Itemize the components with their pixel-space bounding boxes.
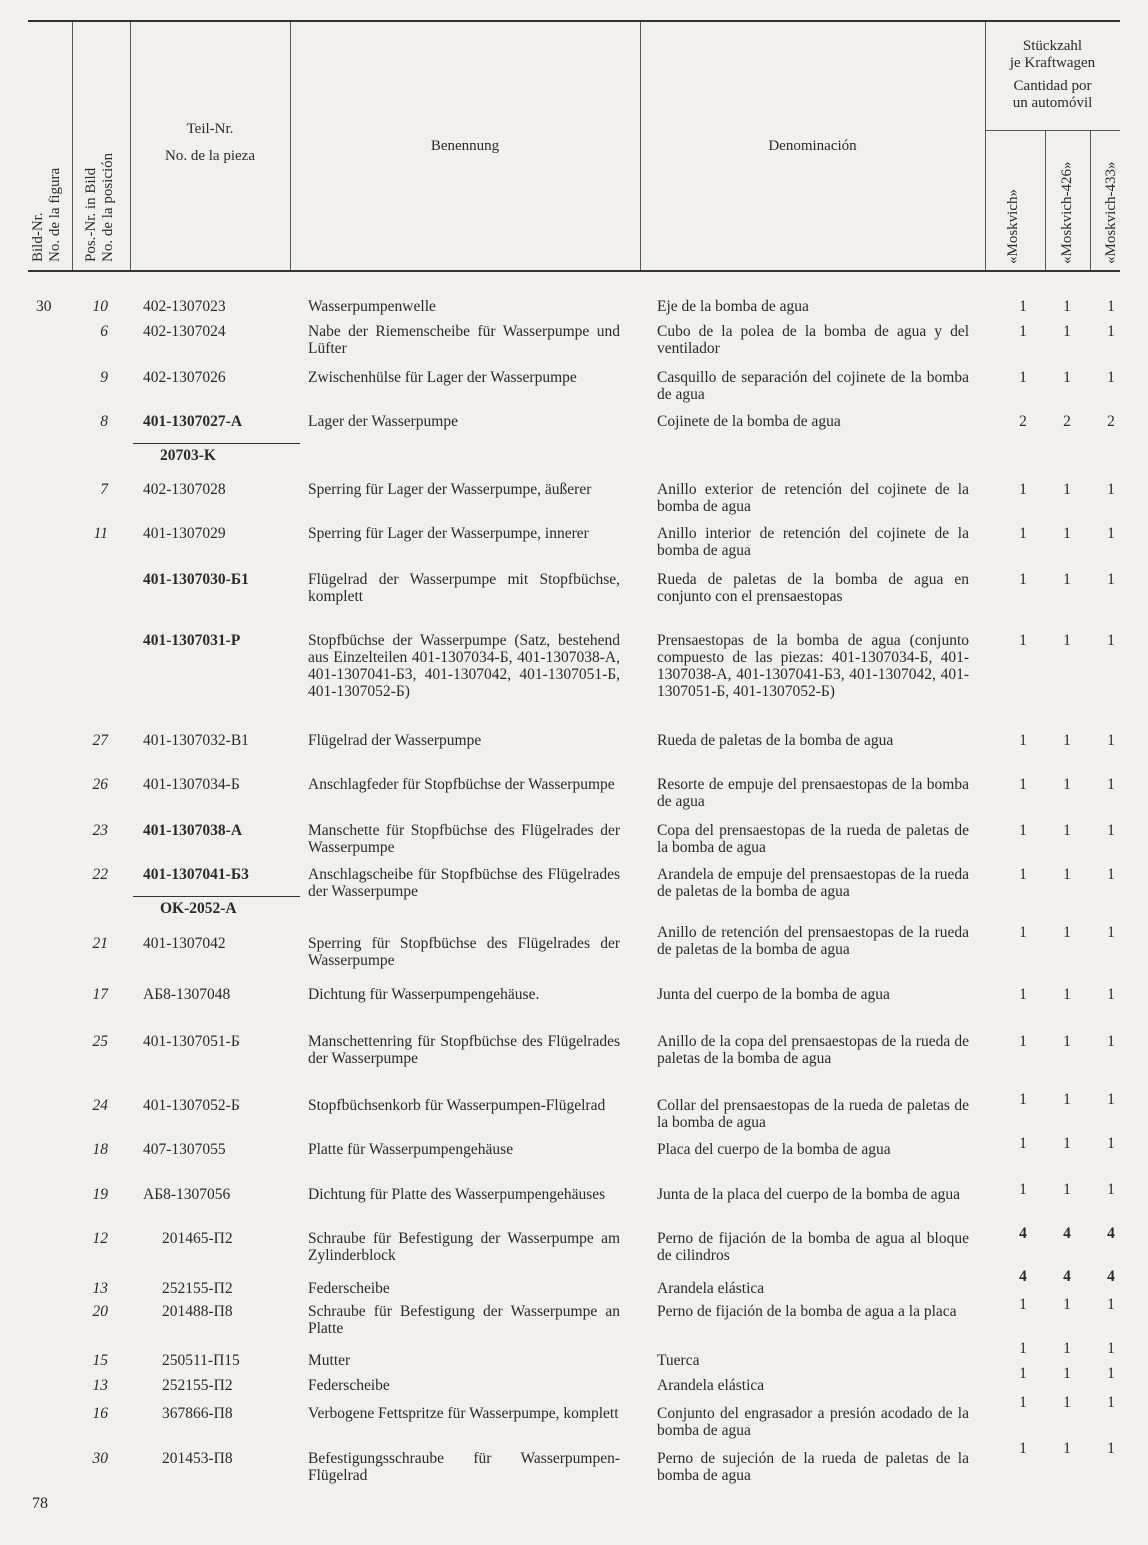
model-header-moskvich-426: «Moskvich-426»: [1059, 161, 1075, 264]
spanish-description: Tuerca: [657, 1352, 700, 1369]
position-number: 21: [92, 935, 108, 952]
quantity-moskvich-433: 1: [1107, 1091, 1115, 1108]
position-number: 22: [92, 866, 108, 883]
quantity-moskvich: 1: [1019, 1365, 1027, 1382]
quantity-moskvich-426: 1: [1063, 924, 1071, 941]
position-number: 11: [93, 525, 108, 542]
quantity-moskvich-426: 1: [1063, 1135, 1071, 1152]
position-number: 26: [92, 776, 108, 793]
part-number: 402-1307023: [143, 298, 226, 315]
part-number: 252155-П2: [162, 1377, 233, 1394]
part-number: 407-1307055: [143, 1141, 226, 1158]
german-description: Flügelrad der Wasserpumpe: [308, 732, 482, 749]
quantity-moskvich-426: 1: [1063, 1033, 1071, 1050]
quantity-moskvich: 1: [1019, 1394, 1027, 1411]
german-description: Platte für Wasserpumpengehäuse: [308, 1141, 514, 1158]
part-number: 402-1307026: [143, 369, 226, 386]
quantity-moskvich: 4: [1019, 1225, 1027, 1242]
quantity-moskvich: 1: [1019, 924, 1027, 941]
spanish-description: Cubo de la polea de la bomba de agua y del ventilador: [657, 323, 969, 357]
position-number: 19: [92, 1186, 108, 1203]
header-text: No. de la posición: [100, 152, 116, 262]
spanish-description: Copa del prensaestopas de la rueda de paletas de la bomba de agua: [657, 822, 969, 856]
quantity-moskvich-426: 1: [1063, 732, 1071, 749]
page-number: 78: [32, 1495, 48, 1512]
header-text: No. de la pieza: [165, 148, 255, 164]
quantity-moskvich: 1: [1019, 1033, 1027, 1050]
german-description: Sperring für Stopfbüchse des Flügelrades der Wasserpumpe: [308, 935, 620, 969]
sub-part-number: OK-2052-A: [133, 896, 300, 918]
position-number: 10: [92, 298, 108, 315]
part-number: 401-1307032-B1: [143, 732, 249, 749]
quantity-moskvich-433: 1: [1107, 866, 1115, 883]
part-number: 402-1307024: [143, 323, 226, 340]
quantity-moskvich: 1: [1019, 1091, 1027, 1108]
quantity-moskvich-426: 1: [1063, 1340, 1071, 1357]
quantity-moskvich: 1: [1019, 776, 1027, 793]
german-description: Manschettenring für Stopfbüchse des Flügelrades der Wasserpumpe: [308, 1033, 620, 1067]
part-number: 401-1307052-Б: [143, 1097, 240, 1114]
german-description: Zwischenhülse für Lager der Wasserpumpe: [308, 369, 577, 386]
header-text: Pos.-Nr. in Bild: [83, 167, 99, 262]
quantity-moskvich-433: 1: [1107, 822, 1115, 839]
quantity-moskvich: 1: [1019, 298, 1027, 315]
quantity-moskvich-433: 1: [1107, 481, 1115, 498]
part-number: 401-1307042: [143, 935, 226, 952]
quantity-moskvich-426: 1: [1063, 1365, 1071, 1382]
quantity-moskvich-426: 1: [1063, 986, 1071, 1003]
quantity-moskvich-433: 1: [1107, 1296, 1115, 1313]
spanish-description: Anillo interior de retención del cojinete de la bomba de agua: [657, 525, 969, 559]
quantity-moskvich-426: 1: [1063, 822, 1071, 839]
spanish-description: Perno de sujeción de la rueda de paletas de la bomba de agua: [657, 1450, 969, 1484]
quantity-moskvich: 1: [1019, 732, 1027, 749]
spanish-description: Arandela elástica: [657, 1377, 765, 1394]
position-number: 27: [92, 732, 108, 749]
header-text: Cantidad por: [1013, 78, 1092, 94]
german-description: Sperring für Lager der Wasserpumpe, äußerer: [308, 481, 592, 498]
quantity-moskvich-433: 1: [1107, 525, 1115, 542]
quantity-moskvich-433: 1: [1107, 1340, 1115, 1357]
quantity-moskvich-426: 1: [1063, 1181, 1071, 1198]
quantity-moskvich: 1: [1019, 986, 1027, 1003]
german-description: Stopfbüchse der Wasserpumpe (Satz, bestehend aus Einzelteilen 401-1307034-Б, 401-1307038-A, 401-1307041-Б3, 401-1307042, 401-1307051-Б, 401-1307052-Б): [308, 632, 620, 700]
quantity-moskvich-426: 1: [1063, 1091, 1071, 1108]
part-number: 252155-П2: [162, 1280, 233, 1297]
part-number: 402-1307028: [143, 481, 226, 498]
position-number: 23: [92, 822, 108, 839]
german-description: Verbogene Fettspritze für Wasserpumpe, komplett: [308, 1405, 619, 1422]
position-number: 7: [100, 481, 108, 498]
spanish-description: Anillo de la copa del prensaestopas de la rueda de paletas de la bomba de agua: [657, 1033, 969, 1067]
header-text: Bild-Nr.: [30, 212, 46, 262]
german-description: Federscheibe: [308, 1377, 390, 1394]
quantity-moskvich-433: 1: [1107, 323, 1115, 340]
quantity-moskvich-426: 1: [1063, 1296, 1071, 1313]
quantity-moskvich-433: 1: [1107, 369, 1115, 386]
spanish-description: Resorte de empuje del prensaestopas de la bomba de agua: [657, 776, 969, 810]
header-text: No. de la figura: [47, 167, 63, 262]
quantity-moskvich-433: 1: [1107, 298, 1115, 315]
quantity-moskvich: 1: [1019, 822, 1027, 839]
spanish-description: Prensaestopas de la bomba de agua (conjunto compuesto de las piezas: 401-1307034-Б, 401-1307038-A, 401-1307041-Б3, 401-1307042, 401-1307051-Б, 401-1307052-Б): [657, 632, 969, 700]
spanish-description: Junta del cuerpo de la bomba de agua: [657, 986, 890, 1003]
header-text: Stückzahl: [1022, 38, 1083, 54]
quantity-moskvich-426: 1: [1063, 525, 1071, 542]
spanish-description: Perno de fijación de la bomba de agua al bloque de cilindros: [657, 1230, 969, 1264]
part-number: 201453-П8: [162, 1450, 233, 1467]
german-description: Anschlagscheibe für Stopfbüchse des Flügelrades der Wasserpumpe: [308, 866, 620, 900]
part-number: 401-1307029: [143, 525, 226, 542]
quantity-moskvich-426: 2: [1063, 413, 1071, 430]
german-description: Sperring für Lager der Wasserpumpe, innerer: [308, 525, 589, 542]
quantity-moskvich-426: 1: [1063, 323, 1071, 340]
quantity-moskvich-426: 1: [1063, 866, 1071, 883]
quantity-moskvich: 1: [1019, 1440, 1027, 1457]
german-description: Befestigungsschraube für Wasserpumpen-Flügelrad: [308, 1450, 620, 1484]
german-description: Wasserpumpenwelle: [308, 298, 436, 315]
spanish-description: Collar del prensaestopas de la rueda de paletas de la bomba de agua: [657, 1097, 969, 1131]
quantity-moskvich: 1: [1019, 1296, 1027, 1313]
spanish-description: Perno de fijación de la bomba de agua a la placa: [657, 1303, 957, 1320]
part-number: 401-1307038-A: [143, 822, 243, 839]
header-text: Teil-Nr.: [186, 121, 234, 137]
german-description: Federscheibe: [308, 1280, 390, 1297]
figure-number: 30: [36, 298, 52, 315]
quantity-moskvich-426: 4: [1063, 1268, 1071, 1285]
spanish-description: Rueda de paletas de la bomba de agua en conjunto con el prensaestopas: [657, 571, 969, 605]
quantity-moskvich-426: 1: [1063, 481, 1071, 498]
quantity-moskvich: 2: [1019, 413, 1027, 430]
spanish-description: Casquillo de separación del cojinete de la bomba de agua: [657, 369, 969, 403]
spanish-description: Cojinete de la bomba de agua: [657, 413, 841, 430]
quantity-moskvich: 1: [1019, 525, 1027, 542]
german-name-header: Benennung: [430, 138, 500, 154]
quantity-moskvich-433: 1: [1107, 1135, 1115, 1152]
part-number: 401-1307034-Б: [143, 776, 240, 793]
part-number: 250511-П15: [162, 1352, 240, 1369]
position-number: 9: [100, 369, 108, 386]
quantity-moskvich-426: 1: [1063, 776, 1071, 793]
part-number: 401-1307051-Б: [143, 1033, 240, 1050]
german-description: Dichtung für Platte des Wasserpumpengehäuses: [308, 1186, 606, 1203]
quantity-moskvich: 1: [1019, 323, 1027, 340]
spanish-description: Arandela de empuje del prensaestopas de la rueda de paletas de la bomba de agua: [657, 866, 969, 900]
quantity-moskvich: 1: [1019, 632, 1027, 649]
quantity-moskvich: 1: [1019, 866, 1027, 883]
position-number: 17: [92, 986, 108, 1003]
spanish-description: Conjunto del engrasador a presión acodado de la bomba de agua: [657, 1405, 969, 1439]
position-number: 13: [92, 1280, 108, 1297]
german-description: Dichtung für Wasserpumpengehäuse.: [308, 986, 540, 1003]
quantity-moskvich-426: 1: [1063, 571, 1071, 588]
quantity-moskvich-433: 1: [1107, 732, 1115, 749]
quantity-moskvich-426: 1: [1063, 632, 1071, 649]
quantity-moskvich: 1: [1019, 1340, 1027, 1357]
german-description: Nabe der Riemenscheibe für Wasserpumpe und Lüfter: [308, 323, 620, 357]
german-description: Schraube für Befestigung der Wasserpumpe an Platte: [308, 1303, 620, 1337]
part-number: 401-1307031-Р: [143, 632, 241, 649]
header-text: je Kraftwagen: [1009, 55, 1096, 71]
quantity-moskvich-433: 1: [1107, 1181, 1115, 1198]
german-description: Stopfbüchsenkorb für Wasserpumpen-Flügelrad: [308, 1097, 606, 1114]
quantity-moskvich-433: 4: [1107, 1268, 1115, 1285]
quantity-moskvich: 1: [1019, 369, 1027, 386]
quantity-moskvich-433: 4: [1107, 1225, 1115, 1242]
position-number: 6: [100, 323, 108, 340]
german-description: Anschlagfeder für Stopfbüchse der Wasserpumpe: [308, 776, 615, 793]
spanish-description: Arandela elástica: [657, 1280, 765, 1297]
quantity-moskvich-433: 1: [1107, 924, 1115, 941]
quantity-moskvich: 1: [1019, 1135, 1027, 1152]
position-number: 20: [92, 1303, 108, 1320]
german-description: Flügelrad der Wasserpumpe mit Stopfbüchse, komplett: [308, 571, 620, 605]
part-number: 401-1307027-A: [143, 413, 243, 430]
quantity-moskvich-426: 1: [1063, 1394, 1071, 1411]
position-number: 15: [92, 1352, 108, 1369]
quantity-moskvich-433: 1: [1107, 571, 1115, 588]
position-number: 25: [92, 1033, 108, 1050]
position-number: 18: [92, 1141, 108, 1158]
german-description: Lager der Wasserpumpe: [308, 413, 458, 430]
german-description: Manschette für Stopfbüchse des Flügelrades der Wasserpumpe: [308, 822, 620, 856]
quantity-moskvich-433: 2: [1107, 413, 1115, 430]
german-description: Mutter: [308, 1352, 351, 1369]
quantity-moskvich-433: 1: [1107, 1365, 1115, 1382]
quantity-moskvich: 1: [1019, 481, 1027, 498]
spanish-description: Junta de la placa del cuerpo de la bomba de agua: [657, 1186, 960, 1203]
position-number: 16: [92, 1405, 108, 1422]
spanish-description: Anillo exterior de retención del cojinete de la bomba de agua: [657, 481, 969, 515]
quantity-moskvich-433: 1: [1107, 1440, 1115, 1457]
model-header-moskvich: «Moskvich»: [1005, 189, 1021, 264]
quantity-moskvich-433: 1: [1107, 1394, 1115, 1411]
part-number: 201465-П2: [162, 1230, 233, 1247]
quantity-moskvich: 4: [1019, 1268, 1027, 1285]
quantity-moskvich-433: 1: [1107, 776, 1115, 793]
part-number: 367866-П8: [162, 1405, 233, 1422]
part-number: 201488-П8: [162, 1303, 233, 1320]
spanish-description: Eje de la bomba de agua: [657, 298, 809, 315]
position-number: 8: [100, 413, 108, 430]
quantity-moskvich: 1: [1019, 571, 1027, 588]
position-number: 24: [92, 1097, 108, 1114]
position-number: 12: [92, 1230, 108, 1247]
spanish-description: Rueda de paletas de la bomba de agua: [657, 732, 894, 749]
part-number: АБ8-1307048: [143, 986, 231, 1003]
quantity-moskvich-433: 1: [1107, 1033, 1115, 1050]
german-description: Schraube für Befestigung der Wasserpumpe am Zylinderblock: [308, 1230, 620, 1264]
part-number: 401-1307041-Б3: [143, 866, 249, 883]
quantity-moskvich-433: 1: [1107, 986, 1115, 1003]
part-number: АБ8-1307056: [143, 1186, 231, 1203]
spanish-description: Anillo de retención del prensaestopas de la rueda de paletas de la bomba de agua: [657, 924, 969, 958]
quantity-moskvich-433: 1: [1107, 632, 1115, 649]
position-number: 30: [92, 1450, 108, 1467]
spanish-description: Placa del cuerpo de la bomba de agua: [657, 1141, 891, 1158]
model-header-moskvich-433: «Moskvich-433»: [1103, 161, 1119, 264]
part-number: 401-1307030-Б1: [143, 571, 249, 588]
quantity-moskvich-426: 1: [1063, 369, 1071, 386]
quantity-moskvich-426: 1: [1063, 1440, 1071, 1457]
quantity-moskvich: 1: [1019, 1181, 1027, 1198]
quantity-moskvich-426: 4: [1063, 1225, 1071, 1242]
header-text: un automóvil: [1012, 95, 1093, 111]
spanish-name-header: Denominación: [768, 138, 857, 154]
quantity-moskvich-426: 1: [1063, 298, 1071, 315]
sub-part-number: 20703-K: [133, 443, 300, 465]
position-number: 13: [92, 1377, 108, 1394]
